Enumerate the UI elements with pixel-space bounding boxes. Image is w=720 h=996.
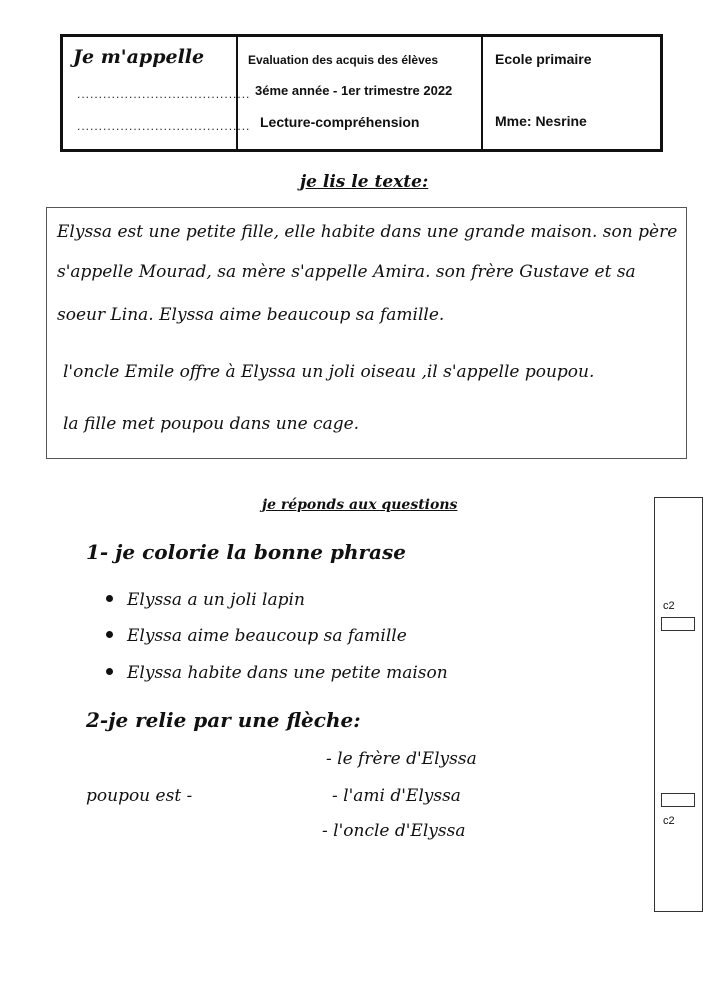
question-1-option-3[interactable]	[106, 663, 448, 683]
bullet-icon	[106, 631, 113, 638]
reading-text-box	[46, 207, 687, 459]
school-name: Ecole primaire	[495, 51, 592, 67]
question-2-title: 2-je relie par une flèche:	[86, 708, 361, 732]
teacher-name: Mme: Nesrine	[495, 113, 587, 129]
option-text: Elyssa habite dans une petite maison	[127, 663, 448, 683]
reading-line-2: s'appelle Mourad, sa mère s'appelle Amira. son frère Gustave et sa	[57, 262, 636, 282]
match-left-item[interactable]: poupou est -	[86, 786, 193, 806]
name-label: Je m'appelle	[73, 46, 205, 68]
evaluation-title: Evaluation des acquis des élèves	[248, 53, 439, 67]
criterion-label-1: c2	[663, 600, 675, 612]
bullet-icon	[106, 595, 113, 602]
score-box-1[interactable]	[661, 617, 695, 631]
bullet-icon	[106, 668, 113, 675]
option-text: Elyssa a un joli lapin	[127, 590, 305, 610]
reading-line-1: Elyssa est une petite fille, elle habite dans une grande maison. son père	[57, 222, 678, 242]
question-1-title: 1- je colorie la bonne phrase	[86, 540, 406, 564]
option-text: Elyssa aime beaucoup sa famille	[127, 626, 407, 646]
header-table	[60, 34, 663, 152]
question-1-option-2[interactable]	[106, 626, 407, 646]
reading-title: je lis le texte:	[300, 172, 429, 192]
match-right-item-2[interactable]: - l'ami d'Elyssa	[332, 786, 461, 806]
reading-line-5: la fille met poupou dans une cage.	[63, 414, 360, 434]
name-dots-line-2: ........................................	[77, 119, 251, 133]
reading-line-3: soeur Lina. Elyssa aime beaucoup sa famille.	[57, 305, 445, 325]
name-dots-line-1: ........................................	[77, 87, 251, 101]
grade-term: 3éme année - 1er trimestre 2022	[255, 83, 453, 98]
subject: Lecture-compréhension	[260, 114, 420, 130]
match-right-item-1[interactable]: - le frère d'Elyssa	[326, 749, 477, 769]
match-right-item-3[interactable]: - l'oncle d'Elyssa	[322, 821, 466, 841]
school-cell	[483, 37, 660, 149]
name-cell	[63, 37, 251, 149]
score-box-2[interactable]	[661, 793, 695, 807]
criterion-label-2: c2	[663, 815, 675, 827]
evaluation-cell	[238, 37, 483, 149]
score-column	[654, 497, 703, 912]
question-1-option-1[interactable]	[106, 590, 305, 610]
questions-title: je réponds aux questions	[262, 497, 458, 513]
reading-line-4: l'oncle Emile offre à Elyssa un joli oiseau ,il s'appelle poupou.	[63, 362, 595, 382]
